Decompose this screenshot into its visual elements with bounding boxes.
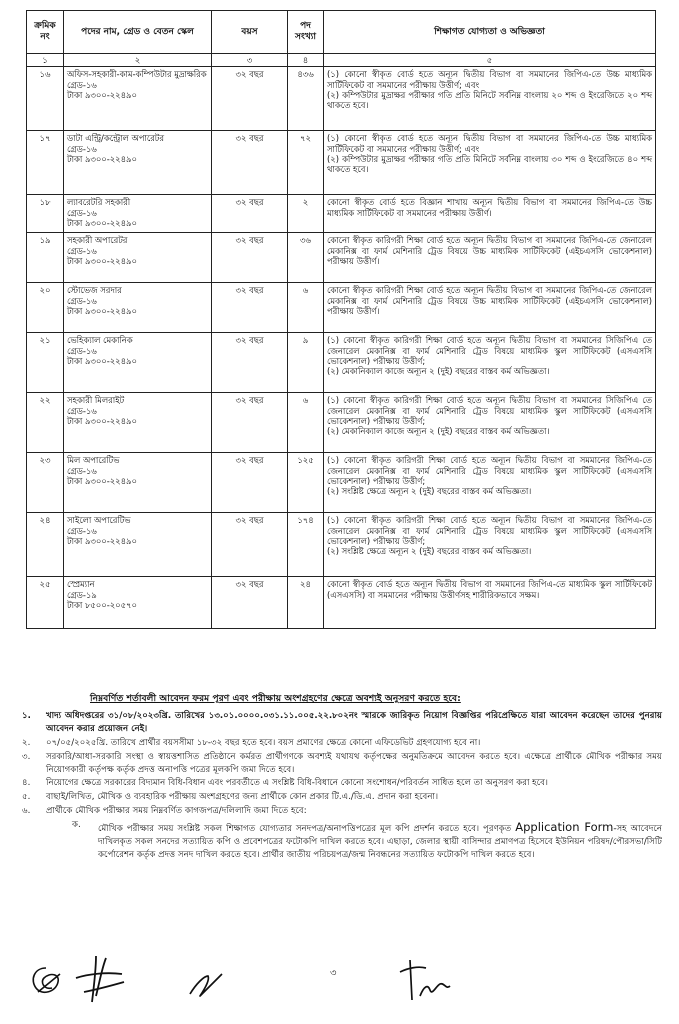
post-grade: গ্রেড-১৬ <box>67 465 97 476</box>
row-qualification <box>324 453 656 513</box>
condition-number: ৩. <box>22 751 31 762</box>
signature-1 <box>26 962 66 1002</box>
post-grade: গ্রেড-১৬ <box>67 79 97 90</box>
table-header-row <box>27 11 656 54</box>
row-qualification <box>324 513 656 577</box>
qualification-line: (২) সংশ্লিষ্ট ক্ষেত্রে অন্যূন ২ (দুই) বছরের বাস্তব কর্ম অভিজ্ঞতা। <box>327 546 532 556</box>
table-row <box>27 67 656 131</box>
conditions-title: নিম্নবর্ণিত শর্তাবলী আবেদন ফরম পূরণ এবং পরীক্ষায় অংশগ্রহণের ক্ষেত্রে অবশ্যই অনুসরণ করতে হবে: <box>90 693 461 704</box>
row-qualification <box>324 333 656 393</box>
sub-item-text-c: -সহ আবেদনে দাখিলকৃত সকল সনদের সত্যায়িত কপি ও প্রবেশপত্রের ফটোকপি দাখিল করতে হবে। এছাড়া, জেলার স্থায়ী বাসিন্দার প্রমাণপত্র হিসেবে ইউনিয়ন পরিষদ/পৌরসভা/সিটি কর্পোরেশন কর্তৃক প্রদত্ত সনদ দাখিল করতে হবে। প্রার্থীর জাতীয় পরিচয়পত্র/জন্ম নিবন্ধনের সত্যায়িত ফটোকপি দাখিল করতে হবে। <box>98 824 663 861</box>
post-pay-scale: টাকা ৯৩০০-২২৪৯০ <box>67 89 137 100</box>
condition-item <box>12 737 662 750</box>
table-row <box>27 393 656 453</box>
signature-2 <box>66 952 130 1008</box>
row-age: ৩২ বছর <box>212 131 288 195</box>
table-row <box>27 333 656 393</box>
row-post-count: ২৪ <box>288 577 324 629</box>
table-row <box>27 577 656 629</box>
row-age: ৩২ বছর <box>212 67 288 131</box>
condition-text: বাছাই/লিখিত, মৌখিক ও ব্যবহারিক পরীক্ষায় অংশগ্রহণের জন্য প্রার্থীকে কোন প্রকার টি.এ./ডি.এ. প্রদান করা হবেনা। <box>46 792 439 803</box>
row-serial: ২২ <box>27 393 64 453</box>
qualification-line: (২) কম্পিউটার মুদ্রাক্ষর পরীক্ষার গতি প্রতি মিনিটে সর্বনিম্ন বাংলায় ৩০ শব্দ ও ইংরেজিতে ৪০ শব্দ থাকতে হবে। <box>327 153 652 174</box>
post-grade: গ্রেড-১৯ <box>67 589 97 600</box>
condition-number: ৫. <box>22 792 31 803</box>
row-qualification <box>324 195 656 233</box>
post-name: মিল অপারেটিভ <box>67 455 120 466</box>
row-qualification <box>324 283 656 333</box>
table-row <box>27 283 656 333</box>
table-row <box>27 233 656 283</box>
post-grade: গ্রেড-১৬ <box>67 143 97 154</box>
post-grade: গ্রেড-১৬ <box>67 525 97 536</box>
condition-number: ৪. <box>22 778 31 789</box>
row-post <box>64 67 212 131</box>
header-age: বয়স <box>212 11 288 54</box>
row-age: ৩২ বছর <box>212 513 288 577</box>
qualification-line: (১) কোনো স্বীকৃত বোর্ড হতে অন্যূন দ্বিতীয় বিভাগ বা সমমানের জিপিএ-তে উচ্চ মাধ্যমিক সার্টিফিকেট বা সমমানের পরীক্ষায় উত্তীর্ণ; এবং <box>327 133 652 154</box>
condition-text: সরকারি/আধা-সরকারি সংস্থা ও স্বায়ত্তশাসিত প্রতিষ্ঠানে কর্মরত প্রার্থীগণকে অবশ্যই যথাযথ কর্তৃপক্ষের অনুমতিক্রমে আবেদন করতে হবে। এক্ষেত্রে প্রার্থীকে মৌখিক পরীক্ষার সময় নিয়োগকারী কর্তৃপক্ষ কর্তৃক প্রদত্ত অনাপত্তি পত্রের মূলকপি জমা দিতে হবে। <box>46 751 662 775</box>
post-grade: গ্রেড-১৬ <box>67 405 97 416</box>
post-name: সহকারী অপারেটর <box>67 235 128 246</box>
condition-sub-item <box>12 819 662 862</box>
table-row <box>27 195 656 233</box>
table-row <box>27 513 656 577</box>
sub-item-number: ক. <box>72 820 81 831</box>
row-serial: ২৫ <box>27 577 64 629</box>
table-body <box>27 67 656 629</box>
row-qualification <box>324 131 656 195</box>
condition-text: প্রার্থীকে মৌখিক পরীক্ষার সময় নিম্নবর্ণিত কাগজপত্র/দলিলাদি জমা দিতে হবে: <box>46 806 307 817</box>
header-count: পদ সংখ্যা <box>288 11 324 54</box>
post-name: ভেহিক্যাল মেকানিক <box>67 335 133 346</box>
post-pay-scale: টাকা ৯৩০০-২২৪৯০ <box>67 535 137 546</box>
row-post-count: ২ <box>288 195 324 233</box>
row-post <box>64 333 212 393</box>
post-pay-scale: টাকা ৯৩০০-২২৪৯০ <box>67 153 137 164</box>
post-name: ল্যাবরেটরি সহকারী <box>67 197 131 208</box>
row-qualification <box>324 393 656 453</box>
post-pay-scale: টাকা ৯৩০০-২২৪৯০ <box>67 305 137 316</box>
post-grade: গ্রেড-১৬ <box>67 207 97 218</box>
row-post <box>64 577 212 629</box>
condition-text: ০৭/০৫/২০২৫খ্রি. তারিখে প্রার্থীর বয়সসীমা ১৮-৩২ বছর হতে হবে। বয়স প্রমাণের ক্ষেত্রে কোনো এফিডেভিট গ্রহণযোগ্য হবে না। <box>46 737 481 748</box>
row-age: ৩২ বছর <box>212 333 288 393</box>
condition-number: ৬. <box>22 806 31 817</box>
row-qualification <box>324 577 656 629</box>
row-qualification <box>324 233 656 283</box>
column-number: ৩ <box>212 54 288 67</box>
qualification-line: (১) কোনো স্বীকৃত কারিগরী শিক্ষা বোর্ড হতে অন্যূন দ্বিতীয় বিভাগ বা সমমানের জিপিএ-তে জেনারেল মেকানিক্স বা ফার্ম মেশিনারি ট্রেড বিষয়ে মাধ্যমিক স্কুল সার্টিফিকেট (এসএসসি ভোকেশনাল) পরীক্ষায় উত্তীর্ণ; <box>327 515 652 546</box>
row-serial: ১৬ <box>27 67 64 131</box>
header-qualification: শিক্ষাগত যোগ্যতা ও অভিজ্ঞতা <box>324 11 656 54</box>
condition-text: নিয়োগের ক্ষেত্রে সরকারের বিদ্যমান বিধি-বিধান এবং পরবর্তীতে এ সংশ্লিষ্ট বিধি-বিধানে কোনো সংশোধন/পরিবর্তন সাধিত হলে তা অনুসরণ করা হবে। <box>46 778 548 789</box>
row-age: ৩২ বছর <box>212 283 288 333</box>
row-post-count: ৩৬ <box>288 233 324 283</box>
condition-item <box>12 751 662 777</box>
row-serial: ২১ <box>27 333 64 393</box>
row-serial: ২০ <box>27 283 64 333</box>
row-post <box>64 131 212 195</box>
post-grade: গ্রেড-১৬ <box>67 345 97 356</box>
sub-item-text-a: মৌখিক পরীক্ষার সময় সংশ্লিষ্ট সকল শিক্ষাগত যোগ্যতার সনদপত্র/অনাপত্তিপত্রের মূল কপি প্রদর্শন করতে হবে। পূরণকৃত <box>98 824 512 835</box>
post-pay-scale: টাকা ৯৩০০-২২৪৯০ <box>67 415 137 426</box>
qualification-line: (১) কোনো স্বীকৃত কারিগরী শিক্ষা বোর্ড হতে অন্যূন দ্বিতীয় বিভাগ বা সমমানের সিজিপিএ তে জেনারেল মেকানিক্স বা ফার্ম মেশিনারি ট্রেড বিষয়ে মাধ্যমিক স্কুল সার্টিফিকেট (এসএসসি ভোকেশনাল) পরীক্ষায় উত্তীর্ণ; <box>327 395 652 426</box>
post-pay-scale: টাকা ৯৩০০-২২৪৯০ <box>67 255 137 266</box>
header-post: পদের নাম, গ্রেড ও বেতন স্কেল <box>64 11 212 54</box>
row-post-count: ৯ <box>288 333 324 393</box>
post-pay-scale: টাকা ৯৩০০-২২৪৯০ <box>67 475 137 486</box>
qualification-line: (১) কোনো স্বীকৃত কারিগরী শিক্ষা বোর্ড হতে অন্যূন দ্বিতীয় বিভাগ বা সমমানের সিজিপিএ তে জেনারেল মেকানিক্স বা ফার্ম মেশিনারি ট্রেড বিষয়ে মাধ্যমিক স্কুল সার্টিফিকেট (এসএসসি ভোকেশনাল) পরীক্ষায় উত্তীর্ণ; <box>327 335 652 366</box>
column-number: ৪ <box>288 54 324 67</box>
row-post <box>64 195 212 233</box>
signature-4 <box>396 956 456 1006</box>
page-number: ৩ <box>330 968 337 979</box>
row-post-count: ৭২ <box>288 131 324 195</box>
post-pay-scale: টাকা ৮৫০০-২০৫৭০ <box>67 599 137 610</box>
row-qualification <box>324 67 656 131</box>
post-pay-scale: টাকা ৯৩০০-২২৪৯০ <box>67 217 137 228</box>
row-post-count: ৬ <box>288 283 324 333</box>
post-name: সহকারী মিলরাইট <box>67 395 125 406</box>
qualification-line: (১) কোনো স্বীকৃত কারিগরী শিক্ষা বোর্ড হতে অন্যূন দ্বিতীয় বিভাগ বা সমমানের জিপিএ-তে জেনারেল মেকানিক্স বা ফার্ম মেশিনারি ট্রেড বিষয়ে মাধ্যমিক স্কুল সার্টিফিকেট (এসএসসি ভোকেশনাল) পরীক্ষায় উত্তীর্ণ; <box>327 455 652 486</box>
table-row <box>27 453 656 513</box>
qualification-line: কোনো স্বীকৃত কারিগরী শিক্ষা বোর্ড হতে অন্যূন দ্বিতীয় বিভাগ বা সমমানের জিপিএ-তে জেনারেল মেকানিক্স বা ফার্ম মেশিনারি ট্রেড বিষয়ে উচ্চ মাধ্যমিক সার্টিফিকেট (এইচএসসি ভোকেশনাল) পরীক্ষায় উত্তীর্ণ। <box>327 285 652 316</box>
qualification-line: (২) সংশ্লিষ্ট ক্ষেত্রে অন্যূন ২ (দুই) বছরের বাস্তব কর্ম অভিজ্ঞতা। <box>327 486 532 496</box>
post-name: সাইলো অপারেটিভ <box>67 515 131 526</box>
posts-table-container <box>26 10 655 629</box>
post-name: ডাটা এন্ট্রি/কন্ট্রোল অপারেটর <box>67 133 164 144</box>
post-pay-scale: টাকা ৯৩০০-২২৪৯০ <box>67 355 137 366</box>
qualification-line: কোনো স্বীকৃত বোর্ড হতে অন্যূন দ্বিতীয় বিভাগ বা সমমানের জিপিএ-তে মাধ্যমিক স্কুল সার্টিফিকেট (এসএসসি) বা সমমানের পরীক্ষায় উত্তীর্ণসহ শারীরিকভাবে সক্ষম। <box>327 579 652 600</box>
row-serial: ২৪ <box>27 513 64 577</box>
page-footer <box>0 948 679 1018</box>
row-age: ৩২ বছর <box>212 453 288 513</box>
row-age: ৩২ বছর <box>212 233 288 283</box>
column-number-row <box>27 54 656 67</box>
signature-3 <box>186 970 226 1000</box>
column-number: ২ <box>64 54 212 67</box>
row-age: ৩২ বছর <box>212 577 288 629</box>
qualification-line: কোনো স্বীকৃত কারিগরী শিক্ষা বোর্ড হতে অন্যূন দ্বিতীয় বিভাগ বা সমমানের জিপিএ-তে জেনারেল মেকানিক্স বা ফার্ম মেশিনারি ট্রেড বিষয়ে উচ্চ মাধ্যমিক সার্টিফিকেট (এইচএসসি ভোকেশনাল) পরীক্ষায় উত্তীর্ণ। <box>327 235 652 266</box>
row-serial: ১৮ <box>27 195 64 233</box>
sub-item-application-form: Application Form <box>515 820 614 835</box>
condition-item <box>12 791 662 804</box>
row-post-count: ১২৫ <box>288 453 324 513</box>
posts-table <box>26 10 656 629</box>
conditions-list <box>12 710 662 862</box>
row-age: ৩২ বছর <box>212 393 288 453</box>
row-serial: ২৩ <box>27 453 64 513</box>
row-post <box>64 513 212 577</box>
row-post-count: ১৭৪ <box>288 513 324 577</box>
qualification-line: (২) মেকানিক্যাল কাজে অন্যূন ২ (দুই) বছরের বাস্তব কর্ম অভিজ্ঞতা। <box>327 426 550 436</box>
column-number: ১ <box>27 54 64 67</box>
column-number: ৫ <box>324 54 656 67</box>
row-post-count: ৬ <box>288 393 324 453</box>
row-post <box>64 233 212 283</box>
row-serial: ১৭ <box>27 131 64 195</box>
post-name: স্প্রেম্যান <box>67 579 95 590</box>
qualification-line: কোনো স্বীকৃত বোর্ড হতে বিজ্ঞান শাখায় অন্যূন দ্বিতীয় বিভাগ বা সমমানের জিপিএ-তে উচ্চ মাধ্যমিক সার্টিফিকেট বা সমমানের পরীক্ষায় উত্তীর্ণ। <box>327 197 652 218</box>
post-grade: গ্রেড-১৬ <box>67 295 97 306</box>
row-post <box>64 453 212 513</box>
row-serial: ১৯ <box>27 233 64 283</box>
qualification-line: (২) মেকানিক্যাল কাজে অন্যূন ২ (দুই) বছরের বাস্তব কর্ম অভিজ্ঞতা। <box>327 366 550 376</box>
condition-item <box>12 777 662 790</box>
qualification-line: (১) কোনো স্বীকৃত বোর্ড হতে অন্যূন দ্বিতীয় বিভাগ বা সমমানের জিপিএ-তে উচ্চ মাধ্যমিক সার্টিফিকেট বা সমমানের পরীক্ষায় উত্তীর্ণ; এবং <box>327 69 652 90</box>
post-name: স্টোভেজ সরদার <box>67 285 122 296</box>
condition-number: ১. <box>22 711 31 721</box>
post-name: অফিস-সহকারী-কাম-কম্পিউটার মুদ্রাক্ষরিক <box>67 69 207 80</box>
condition-text: খাদ্য অধিদপ্তরের ৩১/০৮/২০২৩খ্রি. তারিখের ১৩.০১.০০০০.০৩১.১১.০০৫.২২.৮০২নং স্মারকে জারিকৃত নিয়োগ বিজ্ঞপ্তির পরিপ্রেক্ষিতে যারা আবেদন করেছেন তাদের পুনরায় আবেদন করার প্রয়োজন নেই। <box>46 711 662 734</box>
row-post-count: ৪৩৬ <box>288 67 324 131</box>
row-age: ৩২ বছর <box>212 195 288 233</box>
row-post <box>64 283 212 333</box>
condition-item <box>12 805 662 818</box>
qualification-line: (২) কম্পিউটার মুদ্রাক্ষর পরীক্ষার গতি প্রতি মিনিটে সর্বনিম্ন বাংলায় ২০ শব্দ ও ইংরেজিতে ২০ শব্দ থাকতে হবে। <box>327 89 652 110</box>
row-post <box>64 393 212 453</box>
header-serial: ক্রমিক নং <box>27 11 64 54</box>
table-row <box>27 131 656 195</box>
post-grade: গ্রেড-১৬ <box>67 245 97 256</box>
condition-number: ২. <box>22 737 31 748</box>
condition-item <box>12 710 662 736</box>
